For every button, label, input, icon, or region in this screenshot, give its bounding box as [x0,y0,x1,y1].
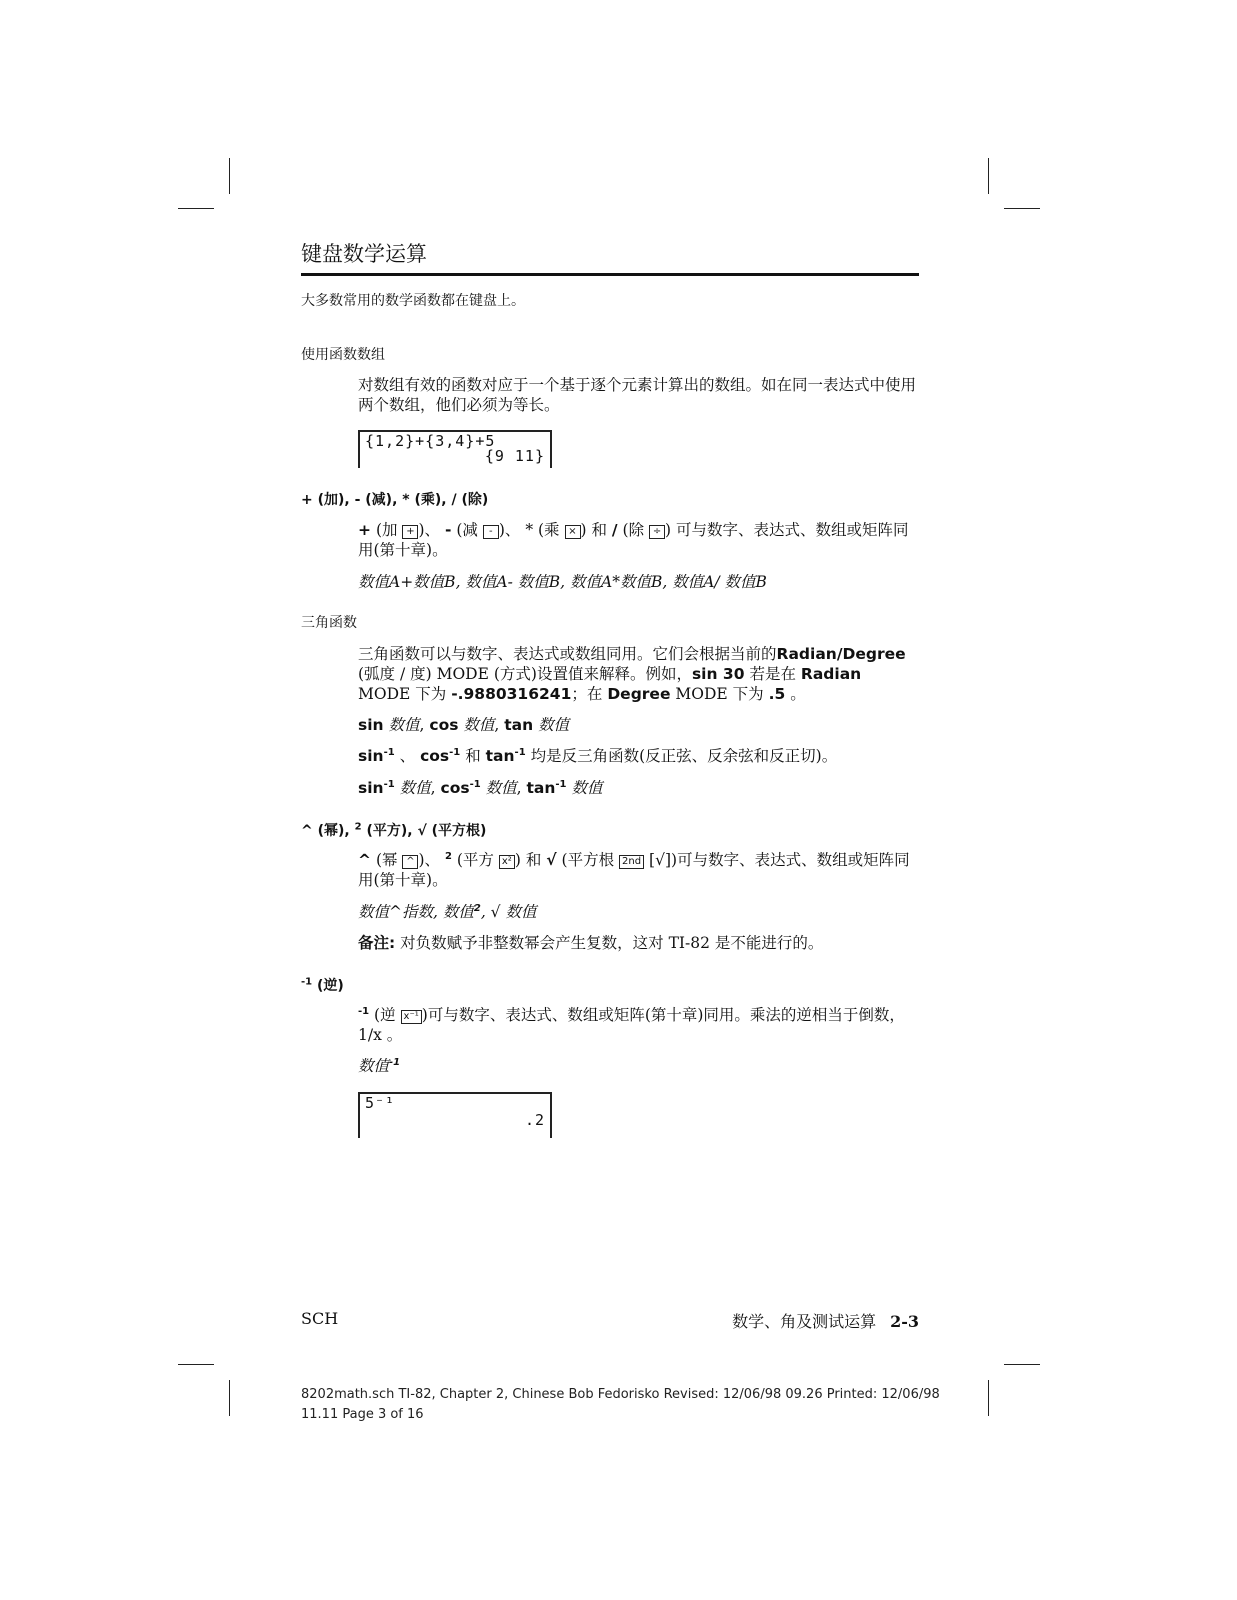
syntax-arithmetic: 数值A+数值B, 数值A- 数值B, 数值A*数值B, 数值A/ 数值B [358,573,767,591]
fn-name: tan [485,747,515,765]
op-symbol: + [358,521,371,539]
fn-name: tan [504,716,534,734]
text: (逆) [316,978,344,994]
screen-result: .2 [524,1111,545,1129]
text-bold: -.9880316241 [451,685,572,703]
root-key-label: [√] [649,851,672,869]
section-paragraph-arrays: 对数组有效的函数对应于一个基于逐个元素计算出的数组。如在同一表达式中使用两个数组，他们必须为等长。 [358,376,917,414]
crop-mark [229,1380,230,1416]
syntax-power [358,902,918,922]
section-heading-inverse [301,975,344,995]
text: (幂 [375,851,398,869]
meta-line: 11.11 Page 3 of 16 [301,1407,424,1422]
text: )、 [418,851,440,869]
superscript: -1 [389,1056,401,1068]
arg: 数值 [538,716,570,734]
op-text: (加 [375,521,398,539]
syntax-inverse-trig: $\sin^{-1}$ 数值, $\cos^{-1}$ 数值, $\tan^{-1}$ 数值 [358,778,603,797]
superscript: -1 [514,746,526,758]
multiply-key-icon: × [565,525,581,539]
syntax-trig: sin 数值, cos 数值, tan 数值 [358,716,570,734]
calculator-screen-arrays [358,430,552,468]
section-paragraph-trig [358,644,918,704]
text-bold: Degree [842,645,906,663]
fn-name: sin [358,716,384,734]
section-paragraph-arithmetic [358,520,918,560]
meta-line: 8202math.sch TI-82, Chapter 2, Chinese Bob Fedorisko Revised: 12/06/98 09.26 Printed: 12/06/98 [301,1387,940,1402]
crop-mark [178,208,214,209]
text: 和 [465,747,481,765]
text-bold: Radian [776,645,837,663]
op-symbol: * [525,521,534,539]
divide-key-icon: ÷ [649,525,665,539]
text: (弧度 / 度) MODE (方式)设置值来解释。例如， [358,665,692,683]
crop-mark [988,1380,989,1416]
section-paragraph-inverse [358,1005,918,1045]
inverse-trig-paragraph [358,746,918,766]
op-symbol: - [444,521,452,539]
superscript: -1 [383,746,395,758]
superscript: -1 [555,778,567,790]
section-heading-arrays: 使用函数数组 [301,347,385,363]
text: (平方 [456,851,494,869]
footer-chapter [732,1309,919,1332]
op-text: ) 和 [580,521,607,539]
op-text: (除 [622,521,645,539]
op-text: (减 [456,521,478,539]
op-symbol: √ [546,851,557,869]
crop-mark [988,158,989,194]
crop-mark [178,1364,214,1365]
minus-key-icon: - [483,525,499,539]
text: 数值^指数, 数值 [358,903,474,921]
op-text: ) 可与数字、表达式、数组或矩阵同用(第十章)。 [358,521,909,559]
arg: 数值 [571,779,603,797]
x-squared-key-icon: x² [499,855,515,869]
section-heading-arithmetic: + (加), - (减), * (乘), / (除) [301,492,489,508]
text-bold: Degree [607,685,671,703]
op-text: )、 [498,521,521,539]
superscript: 2 [354,821,362,833]
screen-line: {1,2}+{3,4}+5 [365,432,496,450]
superscript: -1 [449,746,461,758]
section-paragraph-power [358,850,918,890]
fn-name: cos [440,779,470,797]
text: ；在 [571,685,603,703]
calculator-screen-inverse [358,1092,552,1138]
text: (逆 [374,1006,396,1024]
text-bold: sin 30 [691,665,745,683]
note-power [358,933,918,953]
text: ) 和 [514,851,542,869]
superscript: -1 [469,778,481,790]
text: 均是反三角函数(反正弦、反余弦和反正切)。 [530,747,838,765]
fn-name: cos [429,716,459,734]
text: ^ (幂), [301,823,350,839]
crop-mark [229,158,230,194]
syntax-inverse [358,1056,918,1076]
superscript: 2 [473,902,481,914]
arg: 数值 [485,779,517,797]
caret-key-icon: ^ [402,855,418,869]
arg: 数值 [399,779,431,797]
text: 三角函数可以与数字、表达式或数组同用。它们会根据当前的 [358,645,777,663]
print-metadata [301,1385,951,1425]
section-heading-trig: 三角函数 [301,615,357,631]
op-symbol: / [611,521,618,539]
arg: 数值 [388,716,420,734]
footer-language: SCH [301,1309,339,1328]
crop-mark [1004,1364,1040,1365]
inverse-key-icon: x⁻¹ [401,1010,422,1024]
fn-name: tan [526,779,556,797]
text-bold: / [836,645,843,663]
text: MODE 下为 [675,685,764,703]
screen-line: 5⁻¹ [365,1094,396,1112]
note-text: 对负数赋予非整数幂会产生复数，这对 TI-82 是不能进行的。 [400,934,824,952]
text-bold: .5 [768,685,786,703]
text-bold: Radian [800,665,862,683]
page-title: 键盘数学运算 [301,238,919,276]
note-label: 备注: [358,934,396,952]
text: (平方根 [561,851,615,869]
op-text: )、 [418,521,440,539]
chapter-title: 数学、角及测试运算 [732,1312,877,1331]
text: )可与数字、表达式、数组或矩阵(第十章)同用。乘法的逆相当于倒数，1/x 。 [358,1006,905,1044]
text: , √ 数值 [480,903,537,921]
text: (平方), √ (平方根) [366,823,487,839]
second-key-icon: 2nd [619,855,644,869]
superscript: -1 [383,778,395,790]
section-heading-power [301,820,486,840]
screen-result: {9 11} [484,447,545,465]
text: 若是在 [749,665,796,683]
intro-text: 大多数常用的数学函数都在键盘上。 [301,293,525,309]
superscript: 2 [444,850,452,862]
superscript: -1 [301,976,313,988]
page-number: 2-3 [890,1312,919,1331]
arg: 数值 [463,716,495,734]
fn-name: cos [420,747,450,765]
text: 。 [790,685,806,703]
fn-name: sin [358,747,384,765]
op-symbol: ^ [358,851,371,869]
text: 、 [399,747,416,765]
op-text: (乘 [538,521,560,539]
plus-key-icon: + [402,525,418,539]
superscript: -1 [358,1005,370,1017]
text: MODE 下为 [358,685,447,703]
fn-name: sin [358,779,384,797]
text: )可与数字、表达式、数组或矩阵同用(第十章)。 [358,851,910,889]
text: 数值 [358,1057,390,1075]
crop-mark [1004,208,1040,209]
